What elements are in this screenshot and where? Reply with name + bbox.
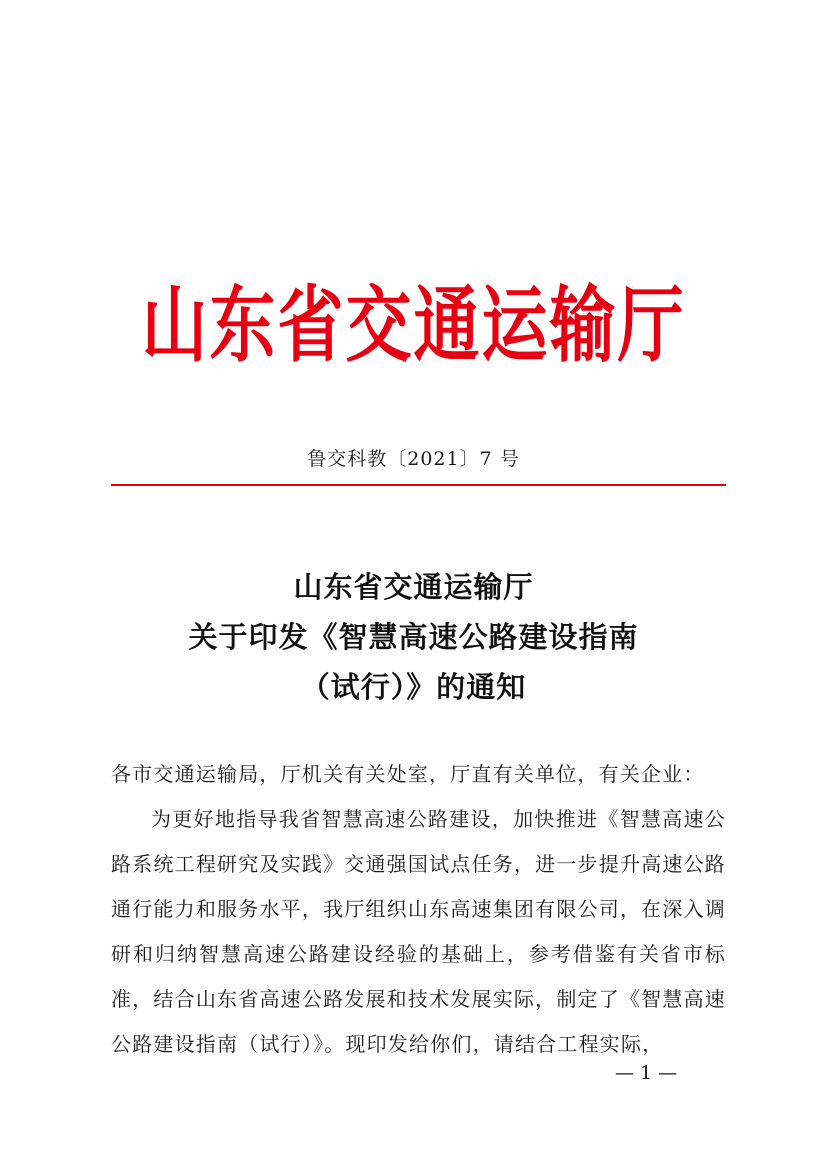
body-paragraph: 为更好地指导我省智慧高速公路建设，加快推进《智慧高速公路系统工程研究及实践》交通强国试点任务，进一步提升高速公路通行能力和服务水平，我厅组织山东高速集团有限公司，在深入调研和归纳智慧高速公路建设经验的基础上，参考借鉴有关省市标准，结合山东省高速公路发展和技术发展实际，制定了《智慧高速公路建设指南（试行）》。现印发给你们，请结合工程实际，	[111, 807, 726, 1056]
red-divider-line	[111, 484, 726, 486]
issuer-masthead: 山东省交通运输厅	[141, 275, 686, 374]
title-line-1: 山东省交通运输厅	[293, 570, 534, 604]
title-line-3: （试行）》的通知	[300, 670, 527, 704]
title-line-2: 关于印发《智慧高速公路建设指南	[188, 620, 639, 654]
page-number: — 1 —	[615, 1062, 678, 1084]
document-title	[0, 562, 827, 712]
document-number: 鲁交科教〔2021〕7 号	[307, 448, 520, 470]
salutation: 各市交通运输局，厅机关有关处室，厅直有关单位，有关企业：	[111, 762, 705, 786]
document-body	[111, 752, 726, 1067]
